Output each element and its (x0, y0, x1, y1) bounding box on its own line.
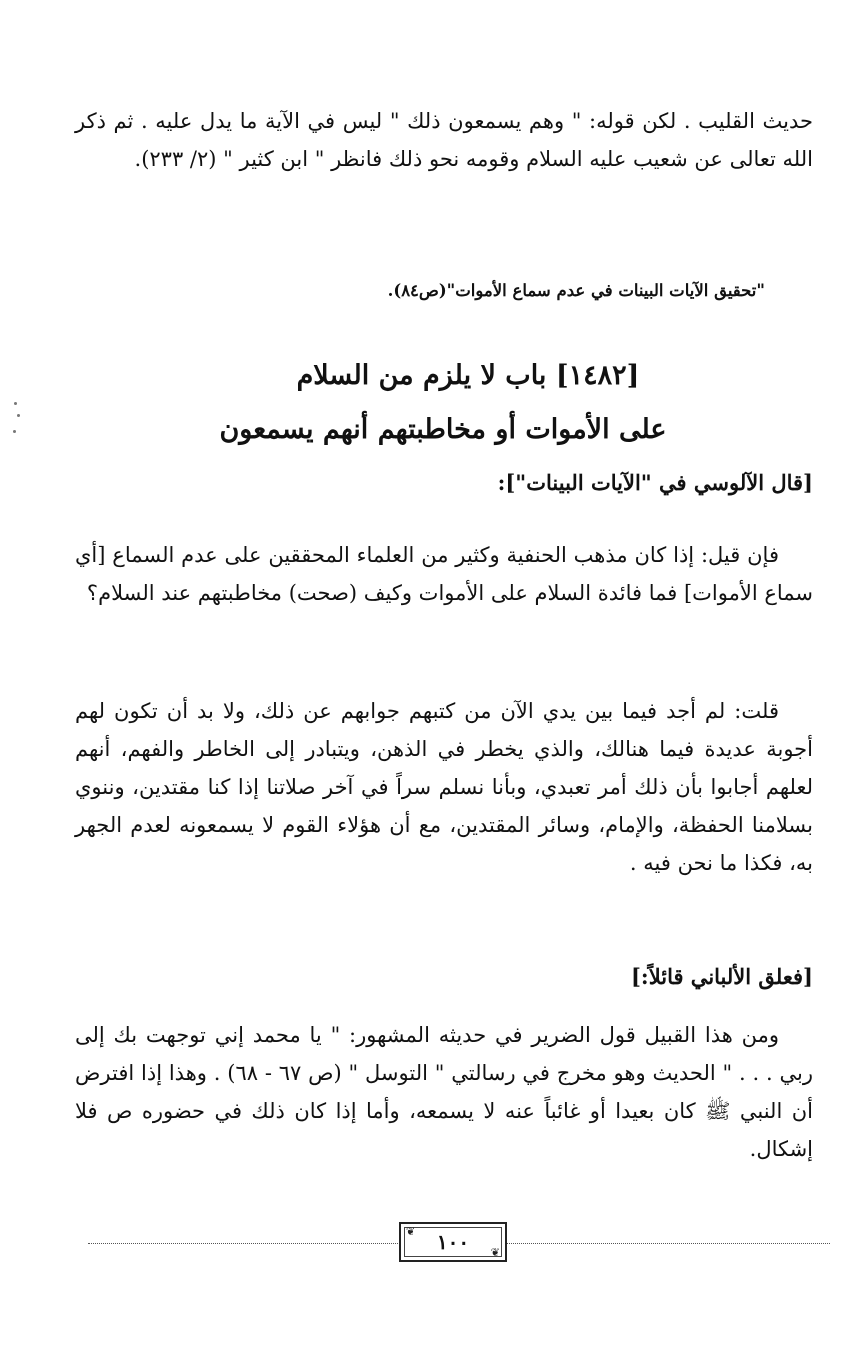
margin-marks (8, 400, 26, 440)
reference-note: "تحقيق الآيات البينات في عدم سماع الأموات"(ص٨٤). (387, 281, 765, 300)
question-text: فإن قيل: إذا كان مذهب الحنفية وكثير من العلماء المحققين على عدم السماع [أي سماع الأموات] فما فائدة السلام على الأموات وكيف (صحت) مخاطبتهم عند السلام؟ (75, 543, 813, 605)
question-paragraph (75, 536, 813, 612)
frame-ornament-icon: ❦ (490, 1246, 500, 1259)
answer-text: قلت: لم أجد فيما بين يدي الآن من كتبهم جوابهم عن ذلك، ولا بد أن تكون لهم أجوبة عديدة فيما هنالك، والذي يخطر في الذهن، ويتبادر إلى الخاطر والفهم، أنهم لعلهم أجابوا بأن ذلك أمر تعبدي، وبأنا نسلم سراً في آخر صلاتنا إذا كنا مقتدين، وننوي بسلامنا الحفظة، والإمام، وسائر المقتدين، مع أن هؤلاء القوم لا يسمعونه لعدم الجهر به، فكذا ما نحن فيه . (75, 699, 813, 875)
frame-ornament-icon: ❦ (406, 1225, 416, 1238)
intro-paragraph: حديث القليب . لكن قوله: " وهم يسمعون ذلك " ليس في الآية ما يدل عليه . ثم ذكر الله تعالى عن شعيب عليه السلام وقومه نحو ذلك فانظر " ابن كثير " (٢/ ٢٣٣). (75, 109, 813, 171)
closing-text: ومن هذا القبيل قول الضرير في حديثه المشهور: " يا محمد إني توجهت بك إلى ربي . . . " الحديث وهو مخرج في رسالتي " التوسل " (ص ٦٧ - ٦٨) . وهذا إذا افترض أن النبي ﷺ كان بعيدا أو غائباً عنه لا يسمعه، وأما إذا كان ذلك في حضوره ص فلا إشكال. (75, 1023, 813, 1161)
albani-subheading: [فعلق الألباني قائلاً:] (631, 964, 813, 989)
page-number-frame (399, 1222, 507, 1262)
chapter-title-line-2: على الأموات أو مخاطبتهم أنهم يسمعون (219, 414, 667, 445)
alusi-subheading: [قال الآلوسي في "الآيات البينات"]: (497, 470, 813, 495)
answer-paragraph (75, 692, 813, 882)
chapter-title-line-1: [١٤٨٢] باب لا يلزم من السلام (296, 360, 640, 391)
page-number: ١٠٠ (436, 1230, 470, 1254)
closing-paragraph (75, 1016, 813, 1168)
